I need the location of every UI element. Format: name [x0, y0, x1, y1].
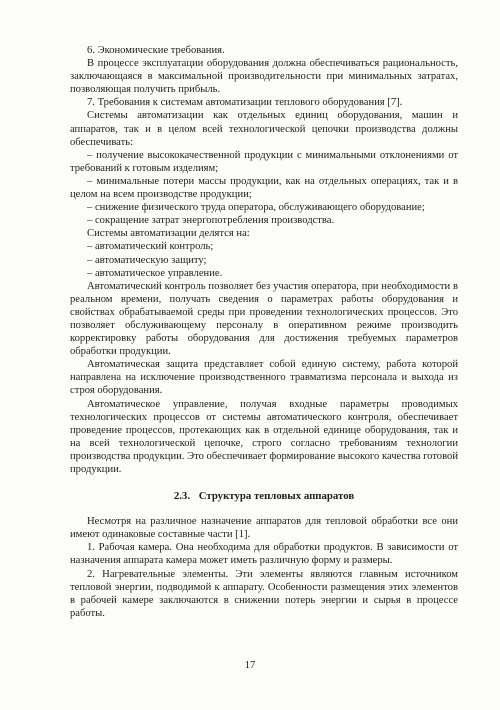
paragraphs-top — [70, 44, 458, 476]
page-body — [70, 44, 458, 620]
paragraph: В процессе эксплуатации оборудования должна обеспечиваться рациональность, заключающаяся в максимальной производительности при минимальных затратах, позволяющая получить прибыль. — [70, 58, 458, 96]
list-item: – минимальные потери массы продукции, как на отдельных операциях, так и в целом на всем производстве продукции; — [70, 175, 458, 201]
paragraph: Системы автоматизации как отдельных единиц оборудования, машин и аппаратов, так и в целом всей технологической цепочки производства должны обеспечивать: — [70, 110, 458, 148]
paragraphs-bottom — [70, 515, 458, 620]
list-item: – снижение физического труда оператора, обслуживающего оборудование; — [87, 202, 425, 214]
paragraph: Автоматическая защита представляет собой единую систему, работа которой направлена на исключение производственного травматизма персонала и выхода из строя оборудования. — [70, 359, 458, 397]
section-title: Структура тепловых аппаратов — [198, 490, 355, 503]
paragraph: Автоматический контроль позволяет без участия оператора, при необходимости в реальном времени, получать сведения о параметрах работы оборудования и свойствах обрабатываемой среды при проведении технологических процессов. Это позволяет обслуживающему персоналу в оперативном режиме производить корректировку работы оборудования для достижения требуемых параметров обработки продукции. — [70, 280, 458, 358]
paragraph: 7. Требования к системам автоматизации теплового оборудования [7]. — [87, 97, 403, 109]
page-number: 17 — [244, 660, 256, 671]
paragraph: 1. Рабочая камера. Она необходима для обработки продуктов. В зависимости от назначения аппарата камера может иметь различную форму и размеры. — [70, 542, 458, 567]
paragraph: Несмотря на различное назначение аппаратов для тепловой обработки все они имеют одинаковые составные части [1]. — [70, 516, 458, 541]
list-item: – автоматический контроль; — [87, 241, 214, 253]
list-item: – автоматическую защиту; — [87, 254, 207, 266]
list-item: – сокращение затрат энергопотребления производства. — [87, 215, 335, 227]
section-heading — [70, 490, 458, 503]
section-number: 2.3. — [173, 490, 191, 503]
list-item: – получение высококачественной продукции с минимальными отклонениями от требований к готовым изделиям; — [70, 149, 458, 174]
list-item: – автоматическое управление. — [87, 267, 223, 279]
paragraph: Системы автоматизации делятся на: — [87, 228, 250, 240]
paragraph: 2. Нагревательные элементы. Эти элементы являются главным источником тепловой энергии, подводимой к аппарату. Особенности размещения этих элементов в рабочей камере заключаются в снижении потерь энергии и сырья в процессе работы. — [70, 568, 458, 619]
paragraph: Автоматическое управление, получая входные параметры проводимых технологических процессов от системы автоматического контроля, обеспечивает проведение процессов, протекающих как в отдельной единице оборудования, так и на всей технологической цепочке, строго согласно требованиям технологии производства продукции. Это обеспечивает формирование высокого качества готовой продукции. — [70, 398, 458, 475]
paragraph: 6. Экономические требования. — [87, 45, 225, 56]
